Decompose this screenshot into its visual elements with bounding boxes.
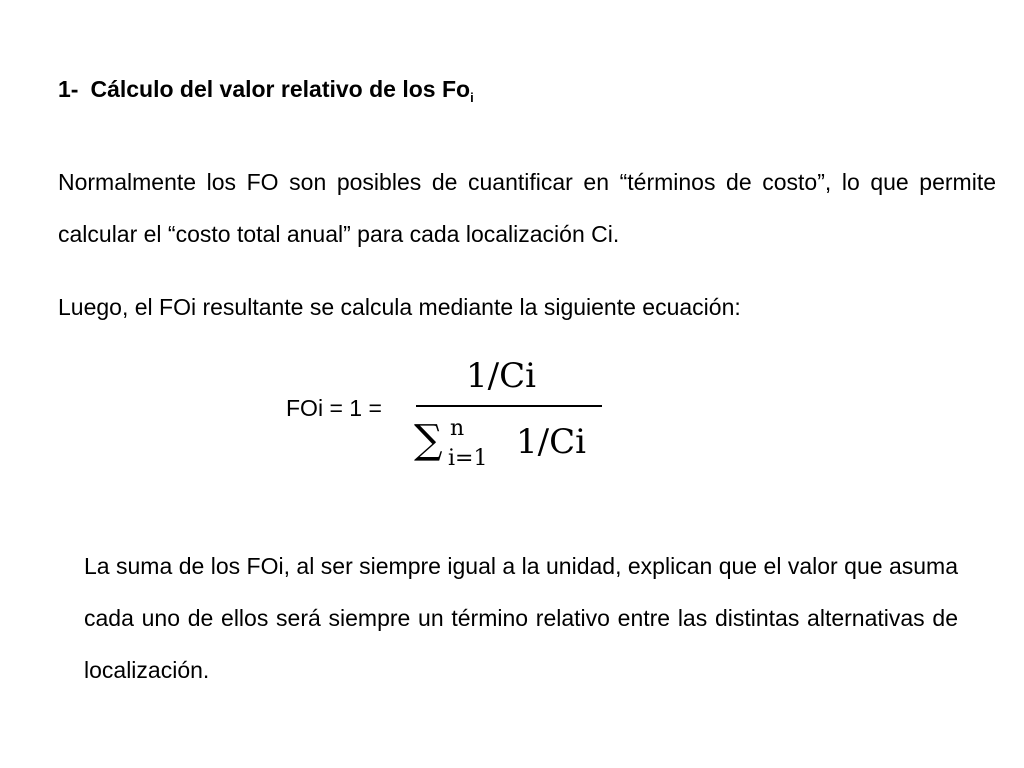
summation-symbol: ∑ xyxy=(414,417,443,463)
formula-denominator-term: 1/Ci xyxy=(516,422,586,462)
paragraph-sum-explanation: La suma de los FOi, al ser siempre igual a la unidad, explican que el valor que asuma cada uno de ellos será siempre un término relativo entre las distintas alternativas de localización. xyxy=(84,553,958,683)
formula-numerator: 1/Ci xyxy=(466,356,536,396)
section-number: 1- xyxy=(58,76,79,102)
paragraph-equation-intro: Luego, el FOi resultante se calcula mediante la siguiente ecuación: xyxy=(58,294,741,320)
foi-formula xyxy=(412,355,608,473)
paragraph-cost-terms: Normalmente los FO son posibles de cuantificar en “términos de costo”, lo que permite calcular el “costo total anual” para cada localización Ci. xyxy=(58,169,996,247)
section-title-text: Cálculo del valor relativo de los Fo xyxy=(90,76,471,102)
summation-lower-limit: i=1 xyxy=(448,446,488,471)
section-title-subscript: i xyxy=(470,90,474,105)
section-title xyxy=(58,74,474,113)
equation-lhs: FOi = 1 = xyxy=(286,395,382,421)
summation-upper-limit: n xyxy=(450,416,465,441)
